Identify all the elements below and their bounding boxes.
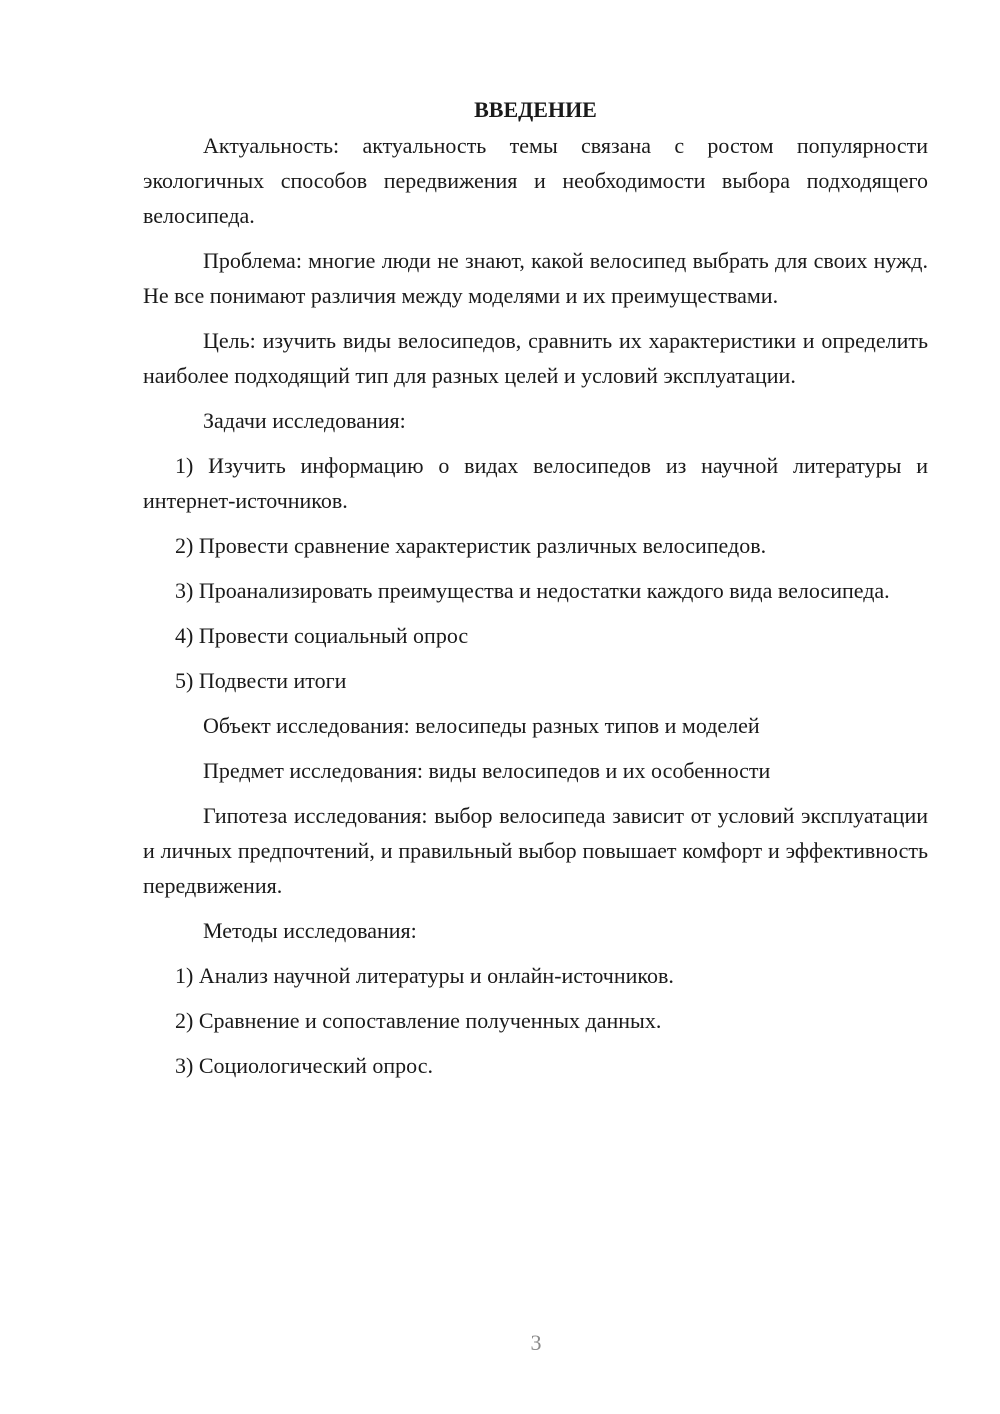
tasks-heading: Задачи исследования: xyxy=(203,408,406,433)
page-number: 3 xyxy=(530,1330,542,1355)
problem-paragraph: Проблема: многие люди не знают, какой велосипед выбрать для своих нужд. Не все понимают различия между моделями и их преимуществами. xyxy=(143,248,928,308)
methods-heading: Методы исследования: xyxy=(203,918,417,943)
task-item-2: 2) Провести сравнение характеристик различных велосипедов. xyxy=(175,533,767,558)
task-item-5: 5) Подвести итоги xyxy=(175,668,347,693)
task-item-1: 1) Изучить информацию о видах велосипедов из научной литературы и интернет-источников. xyxy=(143,453,928,513)
hypothesis-paragraph: Гипотеза исследования: выбор велосипеда зависит от условий эксплуатации и личных предпочтений, и правильный выбор повышает комфорт и эффективность передвижения. xyxy=(143,803,928,898)
relevance-paragraph: Актуальность: актуальность темы связана с ростом популярности экологичных способов передвижения и необходимости выбора подходящего велосипеда. xyxy=(143,133,928,228)
task-item-3: 3) Проанализировать преимущества и недостатки каждого вида велосипеда. xyxy=(175,578,890,603)
method-item-1: 1) Анализ научной литературы и онлайн-источников. xyxy=(175,963,674,988)
method-item-2: 2) Сравнение и сопоставление полученных данных. xyxy=(175,1008,662,1033)
task-item-4: 4) Провести социальный опрос xyxy=(175,623,469,648)
page-title: ВВЕДЕНИЕ xyxy=(474,97,597,122)
method-item-3: 3) Социологический опрос. xyxy=(175,1053,433,1078)
document-page xyxy=(143,92,928,1093)
object-paragraph: Объект исследования: велосипеды разных типов и моделей xyxy=(203,713,760,738)
subject-paragraph: Предмет исследования: виды велосипедов и их особенности xyxy=(203,758,771,783)
goal-paragraph: Цель: изучить виды велосипедов, сравнить их характеристики и определить наиболее подходящий тип для разных целей и условий эксплуатации. xyxy=(143,328,928,388)
